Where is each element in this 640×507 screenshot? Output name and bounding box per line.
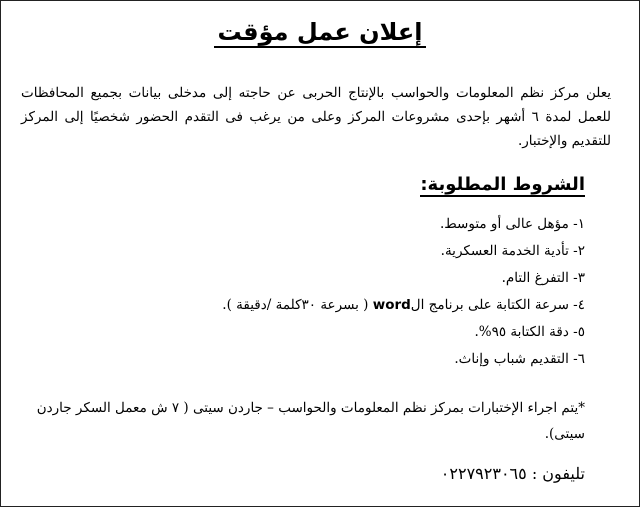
condition-number: ١- <box>573 216 585 232</box>
condition-item <box>222 292 585 319</box>
condition-word-program: word <box>372 297 411 313</box>
condition-text: التقديم شباب وإناث. <box>454 351 569 367</box>
condition-number: ٤- <box>573 297 585 313</box>
condition-text: دقة الكتابة ٩٥%. <box>474 324 569 340</box>
test-location-note: *يتم اجراء الإختبارات بمركز نظم المعلومات والحواسب – جاردن سيتى ( ٧ ش معمل السكر جاردن سيتى). <box>36 400 585 442</box>
condition-item <box>222 346 585 373</box>
phone-line <box>441 461 585 487</box>
condition-text: التفرغ التام. <box>501 270 569 286</box>
phone-number: ٠٢٢٧٩٢٣٠٦٥ <box>440 464 527 483</box>
condition-text: تأدية الخدمة العسكرية. <box>440 243 569 259</box>
intro-paragraph: يعلن مركز نظم المعلومات والحواسب بالإنتاج الحربى عن حاجته إلى مدخلى بيانات بجميع المحافظات للعمل لمدة ٦ أشهر بإحدى مشروعات المركز وعلى من يرغب فى التقدم الحضور شخصيًا إلى المركز للتقديم والإختبار. <box>21 85 611 149</box>
conditions-heading-text: الشروط المطلوبة: <box>420 174 585 195</box>
condition-item <box>222 238 585 265</box>
condition-text-tail: ( بسرعة ٣٠كلمة /دقيقة ). <box>222 297 373 313</box>
page-title-text: إعلان عمل مؤقت <box>214 18 427 48</box>
condition-number: ٦- <box>573 351 585 367</box>
conditions-heading <box>420 171 585 199</box>
phone-label: تليفون : <box>531 464 585 483</box>
condition-item <box>222 319 585 346</box>
conditions-list <box>222 211 585 373</box>
condition-text: سرعة الكتابة على برنامج ال <box>410 297 569 313</box>
condition-item <box>222 265 585 292</box>
condition-number: ٣- <box>573 270 585 286</box>
condition-item <box>222 211 585 238</box>
condition-number: ٥- <box>573 324 585 340</box>
condition-number: ٢- <box>573 243 585 259</box>
condition-text: مؤهل عالى أو متوسط. <box>439 216 569 232</box>
page-title <box>1 15 639 49</box>
